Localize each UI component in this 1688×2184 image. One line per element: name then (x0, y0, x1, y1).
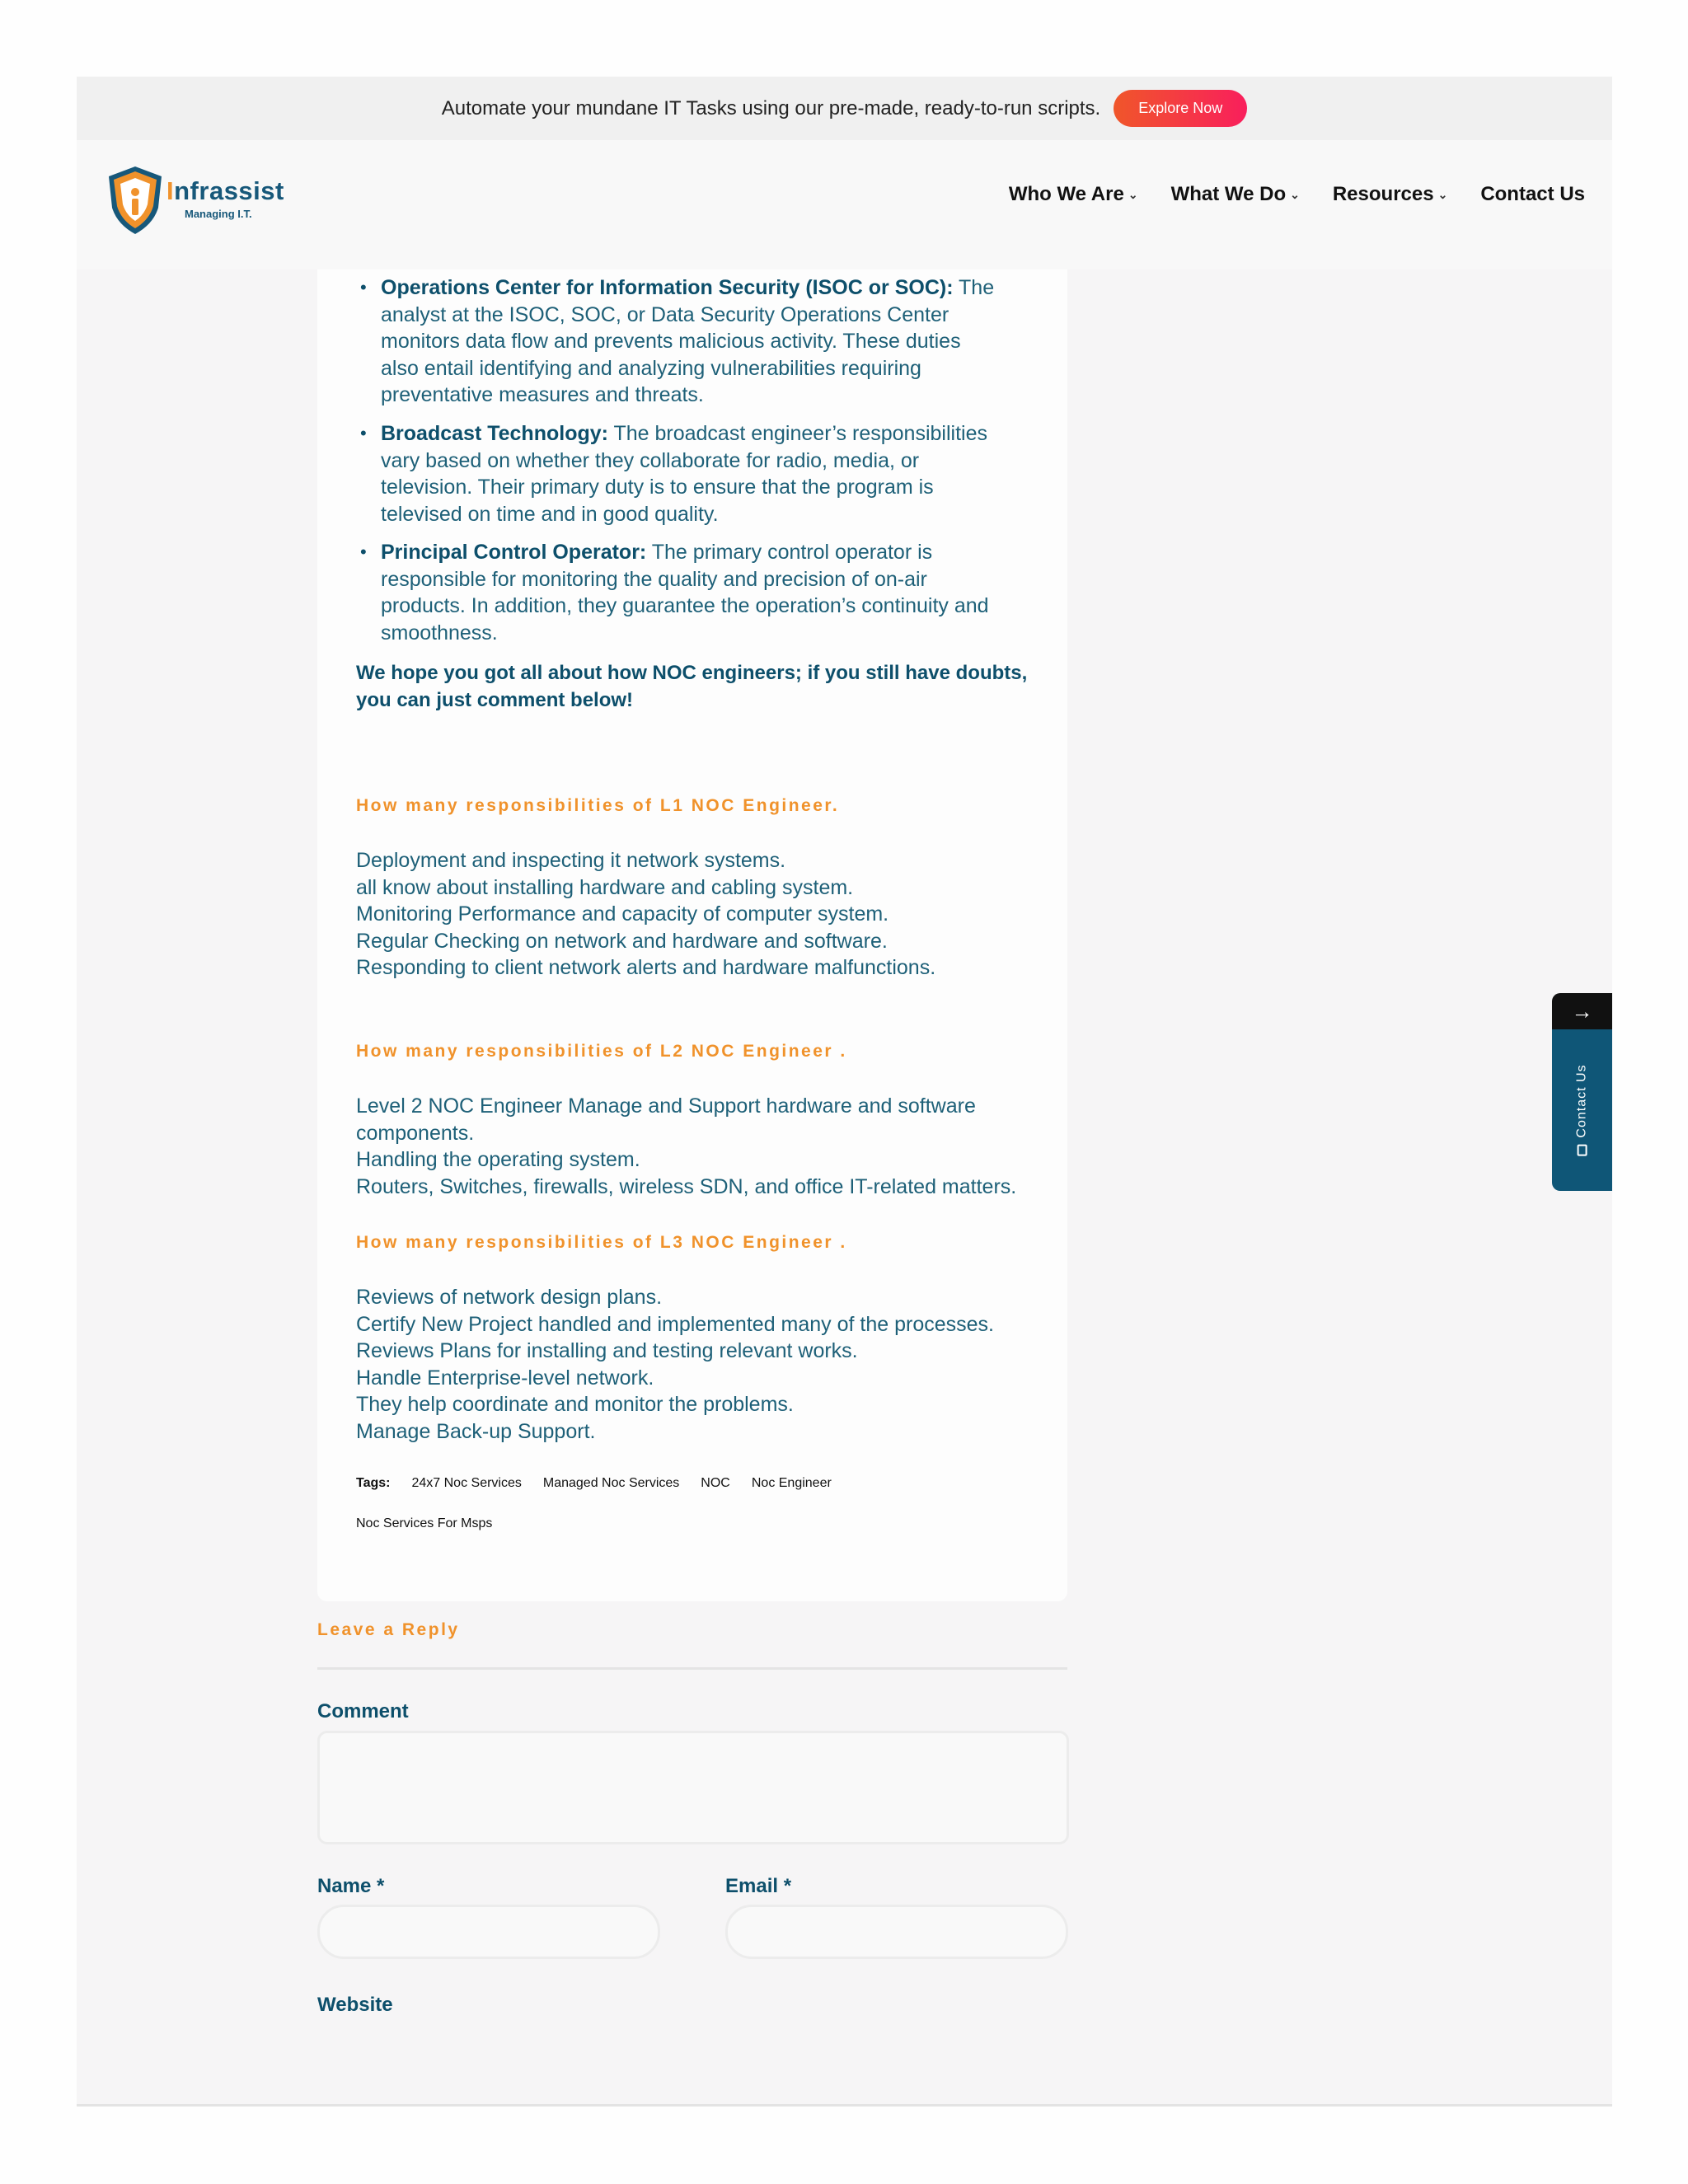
list-item: • Operations Center for Information Security (ISOC or SOC): The analyst at the ISOC, SOC, or Data Security Operations Center monitors data flow and prevents malicious activity. These duties also entail identifying and analyzing vulnerabilities requiring preventative measures and threats. (360, 276, 995, 406)
tag-link[interactable]: 24x7 Noc Services (411, 1476, 522, 1490)
nav-what-we-do[interactable]: What We Do ⌄ (1170, 183, 1300, 205)
shield-logo-icon (106, 165, 165, 236)
tag-link[interactable]: NOC (701, 1476, 730, 1490)
main-nav (1009, 183, 1585, 206)
reply-heading: Leave a Reply (317, 1620, 460, 1639)
explore-now-button[interactable]: Explore Now (1114, 90, 1247, 127)
name-label: Name * (317, 1875, 385, 1897)
tag-list (356, 1467, 1032, 1540)
l1-list: Deployment and inspecting it network systems. all know about installing hardware and cabling system. Monitoring Performance and capacity of computer system. Regular Checking on network and hardware and software. Responding to client network alerts and hardware malfunctions. (356, 849, 936, 979)
mail-icon (1578, 1145, 1587, 1156)
website-label: Website (317, 1994, 393, 2016)
tag-link[interactable]: Noc Services For Msps (356, 1516, 493, 1530)
nav-contact-us[interactable]: Contact Us (1480, 183, 1585, 205)
logo[interactable] (106, 165, 287, 243)
logo-tagline: Managing I.T. (185, 208, 252, 220)
list-item: • Broadcast Technology: The broadcast engineer’s responsibilities vary based on whether they collaborate for radio, media, or television. Their primary duty is to ensure that the program is televised on time and in good quality. (360, 422, 987, 526)
tag-link[interactable]: Managed Noc Services (542, 1476, 680, 1490)
nav-resources[interactable]: Resources ⌄ (1332, 183, 1448, 205)
promo-bar (77, 77, 1612, 140)
comment-textarea[interactable] (317, 1731, 1069, 1844)
chevron-down-icon: ⌄ (1437, 187, 1448, 201)
site-header (77, 140, 1612, 269)
email-field[interactable] (725, 1905, 1068, 1959)
logo-wordmark: Infrassist (166, 176, 284, 205)
l2-list: Level 2 NOC Engineer Manage and Support hardware and software components. Handling the operating system. Routers, Switches, firewalls, wireless SDN, and office IT-related matters. (356, 1094, 1017, 1198)
contact-tab-label: Contact Us (1574, 1064, 1589, 1138)
side-contact-tab (1552, 993, 1612, 1191)
list-item: • Principal Control Operator: The primary control operator is responsible for monitoring the quality and precision of on-air products. In addition, they guarantee the operation’s continuity and smoothness. (360, 541, 989, 644)
divider (317, 1667, 1067, 1670)
tag-link[interactable]: Noc Engineer (751, 1476, 832, 1490)
l3-list: Reviews of network design plans. Certify New Project handled and implemented many of the processes. Reviews Plans for installing and testing relevant works. Handle Enterprise-level network. They help coordinate and monitor the problems. Manage Back-up Support. (356, 1286, 994, 1443)
contact-us-tab-button[interactable] (1552, 1029, 1612, 1191)
comment-label: Comment (317, 1700, 409, 1722)
closing-text: We hope you got all about how NOC engineers; if you still have doubts, you can just comment below! (356, 662, 1028, 711)
footer-divider (77, 2104, 1612, 2107)
promo-text: Automate your mundane IT Tasks using our pre-made, ready-to-run scripts. (441, 96, 1101, 120)
chevron-down-icon: ⌄ (1128, 187, 1138, 201)
l1-heading: How many responsibilities of L1 NOC Engineer. (356, 796, 840, 815)
email-label: Email * (725, 1875, 792, 1897)
nav-who-we-are[interactable]: Who We Are ⌄ (1008, 183, 1138, 205)
l3-heading: How many responsibilities of L3 NOC Engineer . (356, 1233, 847, 1252)
tags-label: Tags: (356, 1476, 391, 1490)
name-field[interactable] (317, 1905, 660, 1959)
chevron-down-icon: ⌄ (1290, 187, 1300, 201)
arrow-right-icon[interactable]: → (1552, 993, 1612, 1029)
l2-heading: How many responsibilities of L2 NOC Engineer . (356, 1042, 847, 1061)
